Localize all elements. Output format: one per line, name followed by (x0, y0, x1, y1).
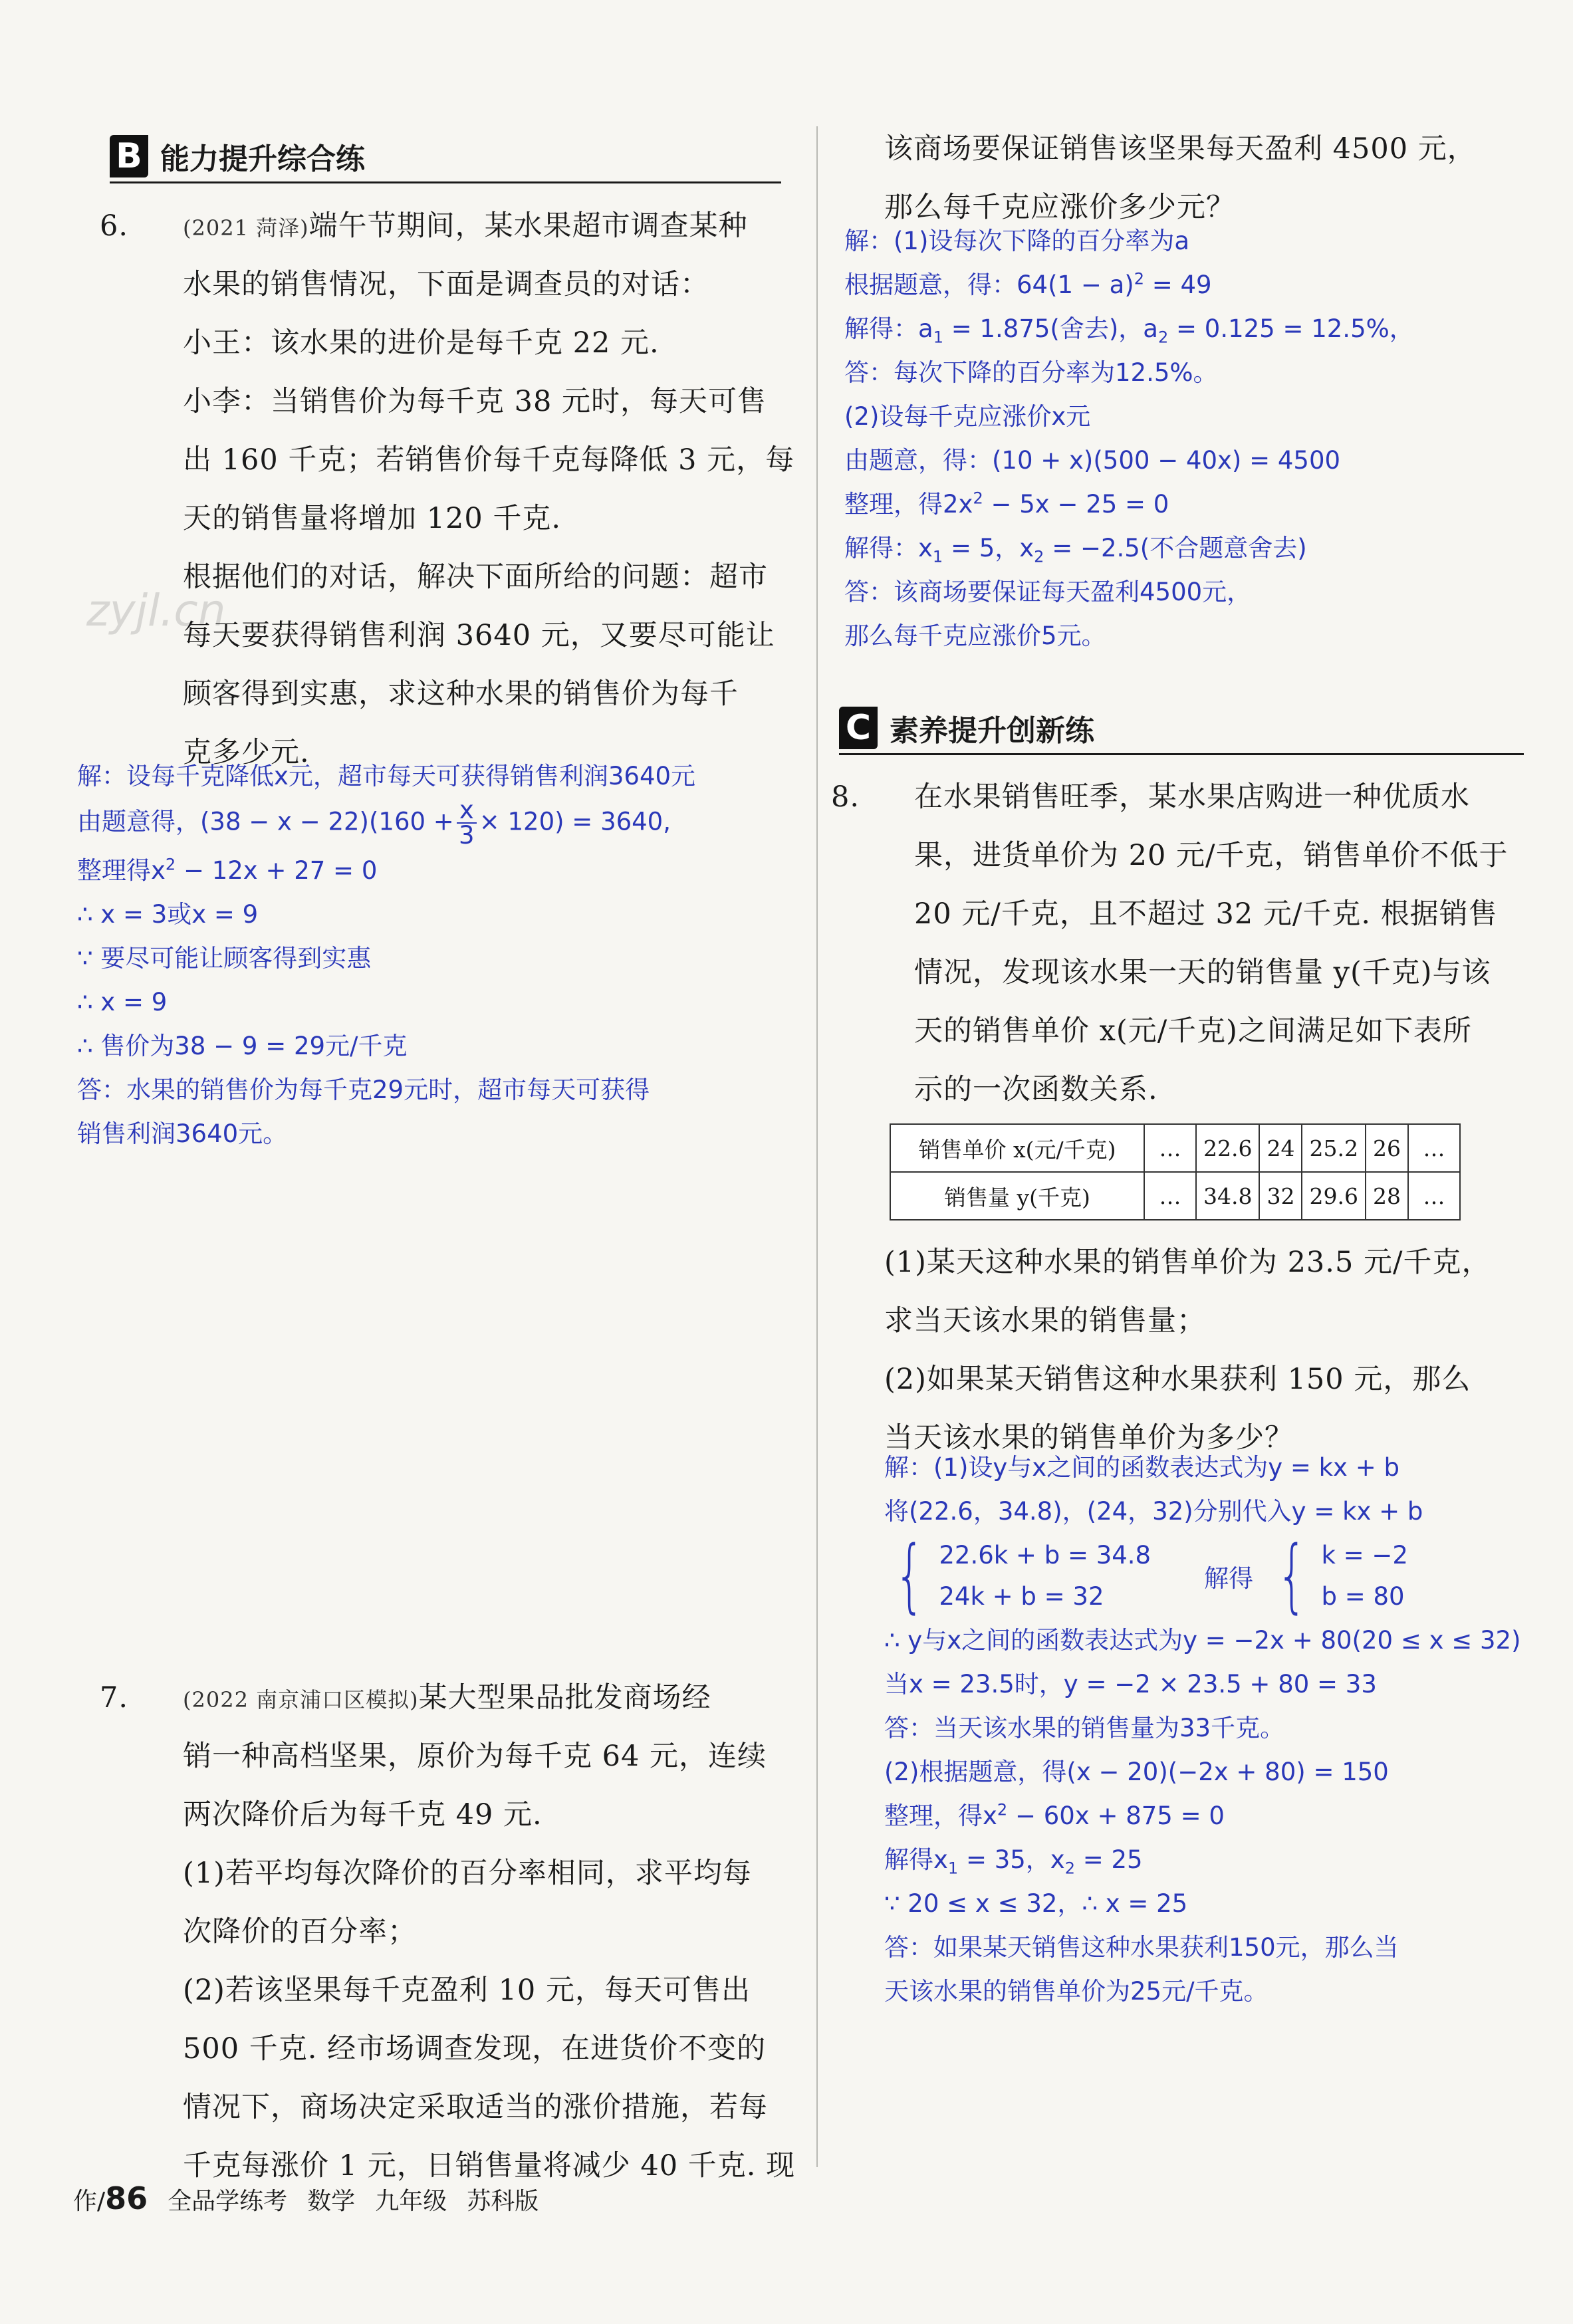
solution-line: 答：如果某天销售这种水果获利150元，那么当 (884, 1933, 1399, 1962)
solution-line: 那么每千克应涨价5元。 (844, 622, 1106, 650)
problem-7-line: 两次降价后为每千克 49 元. (183, 1798, 543, 1831)
problem-6-source: (2021 菏泽) (183, 215, 309, 241)
problem-6 (100, 197, 818, 782)
problem-8-number: 8. (831, 780, 860, 814)
problem-7-number: 7. (100, 1681, 129, 1714)
problem-7-line: (1)若平均每次降价的百分率相同，求平均每 (183, 1857, 752, 1890)
solution-line: 答：该商场要保证每天盈利4500元， (844, 578, 1252, 606)
table-cell: 28 (1366, 1172, 1408, 1220)
table-cell: 22.6 (1196, 1124, 1259, 1172)
problem-7-line: 千克每涨价 1 元，日销售量将减少 40 千克. 现 (183, 2149, 796, 2182)
solution-8: 解：(1)设y与x之间的函数表达式为y = kx + b 将(22.6，34.8)，(24，32)分别代入y = kx + b { 22.6k + b = 34.8 24k + b = 32 解得 { k = −2 b = 80 ∴ y与x之间的函数表达式为y = −2x + 80(20 ≤ x ≤ 32) 当x = 23.5时，y = −2 × 23.5 + 80 = 33 答：当天该水果的销售量为33千克。 (2)根据题意，得(x − 20)(−2x + 80) = 150 整理，得$x^2 - 60x + 875 = 0$ 解得$x_1 = 35$，$x_2 = 25$ ∵ 20 ≤ x ≤ 32，∴ x = 25 答：如果某天销售这种水果获利150元，那么当 天该水果的销售单价为25元/千克。 (884, 1446, 1521, 2014)
fraction: $\frac{x}{3}$ (457, 798, 477, 848)
table-cell: … (1408, 1172, 1460, 1220)
problem-6-line: 端午节期间，某水果超市调查某种 (308, 209, 748, 243)
solution-line: 解：(1)设y与x之间的函数表达式为y = kx + b (884, 1453, 1399, 1482)
brace-icon: { (894, 1530, 925, 1622)
problem-7-line: 情况下，商场决定采取适当的涨价措施，若每 (183, 2091, 768, 2124)
solution-line: 解得 (1204, 1564, 1254, 1593)
solution-line: 解得：a (844, 314, 933, 343)
solution-line: b = 80 (1321, 1582, 1405, 1611)
solution-line: (2)根据题意，得(x − 20)(−2x + 80) = 150 (884, 1758, 1389, 1786)
problem-6-line: 克多少元. (183, 736, 310, 769)
solution-line: 将(22.6，34.8)，(24，32)分别代入y = kx + b (884, 1497, 1423, 1526)
solution-line: 解：(1)设每次下降的百分率为a (844, 227, 1190, 255)
problem-7-line: 销一种高档坚果，原价为每千克 64 元，连续 (183, 1740, 767, 1773)
problem-6-line: 小李：当销售价为每千克 38 元时，每天可售 (183, 385, 767, 418)
sales-table (890, 1123, 1461, 1220)
section-b-title: 能力提升综合练 (160, 142, 365, 176)
watermark: zyjl.cn (86, 585, 226, 636)
table-cell: … (1144, 1172, 1196, 1220)
problem-7 (100, 1669, 818, 2195)
problem-8-line: 20 元/千克，且不超过 32 元/千克. 根据销售 (914, 897, 1498, 931)
problem-8-question-line: (1)某天这种水果的销售单价为 23.5 元/千克， (884, 1246, 1491, 1279)
problem-7-cont-line: 那么每千克应涨价多少元？ (884, 191, 1235, 224)
problem-7-line: (2)若该坚果每千克盈利 10 元，每天可售出 (183, 1974, 751, 2007)
section-c-header (839, 698, 1537, 758)
page-number: 86 (105, 2180, 148, 2216)
problem-7-line: 500 千克. 经市场调查发现，在进货价不变的 (183, 2032, 767, 2065)
section-c-underline (839, 753, 1524, 755)
section-b-badge: B (110, 135, 148, 177)
problem-6-line: 小王：该水果的进价是每千克 22 元. (183, 326, 660, 360)
table-cell: 24 (1259, 1124, 1302, 1172)
solution-line: k = −2 (1321, 1541, 1408, 1569)
solution-line: 答：水果的销售价为每千克29元时，超市每天可获得 (77, 1076, 650, 1104)
table-cell: 25.2 (1302, 1124, 1365, 1172)
book-title: 全品学练考 (168, 2188, 288, 2215)
section-c-badge: C (839, 707, 878, 749)
solution-line: ∵ 20 ≤ x ≤ 32，∴ x = 25 (884, 1889, 1188, 1918)
solution-line: ∴ 售价为38 − 9 = 29元/千克 (77, 1032, 408, 1060)
table-cell: 32 (1259, 1172, 1302, 1220)
problem-6-line: 出 160 千克；若销售价每千克每降低 3 元，每 (183, 443, 795, 477)
problem-8-question-line: (2)如果某天销售这种水果获利 150 元，那么 (884, 1363, 1471, 1396)
solution-line: 整理得x (77, 856, 166, 885)
solution-line: 当x = 23.5时，y = −2 × 23.5 + 80 = 33 (884, 1670, 1377, 1698)
solution-line: 整理，得x (884, 1801, 997, 1830)
solution-line: 根据题意，得：64(1 − a) (844, 271, 1134, 299)
table-cell: 销售单价 x(元/千克) (890, 1124, 1144, 1172)
solution-line: 天该水果的销售单价为25元/千克。 (884, 1977, 1269, 2006)
problem-8-questions (884, 1233, 1562, 1467)
problem-7-source: (2022 南京浦口区模拟) (183, 1687, 419, 1712)
solution-line: 解得x (884, 1845, 948, 1874)
solution-line: ∵ 要尽可能让顾客得到实惠 (77, 944, 372, 973)
problem-8-line: 情况，发现该水果一天的销售量 y(千克)与该 (914, 956, 1491, 989)
solution-line: 24k + b = 32 (939, 1582, 1104, 1611)
solution-line: 整理，得2x (844, 490, 973, 519)
solution-line: 答：每次下降的百分率为12.5%。 (844, 358, 1218, 387)
footer-prefix: 作/ (73, 2188, 106, 2215)
problem-6-line: 根据他们的对话，解决下面所给的问题：超市 (183, 560, 768, 594)
problem-6-line: 每天要获得销售利润 3640 元，又要尽可能让 (183, 619, 775, 652)
section-b-header (110, 126, 814, 186)
table-cell: 26 (1366, 1124, 1408, 1172)
table-cell: 34.8 (1196, 1172, 1259, 1220)
solution-line: 22.6k + b = 34.8 (939, 1541, 1151, 1569)
solution-line: ∴ y与x之间的函数表达式为y = −2x + 80(20 ≤ x ≤ 32) (884, 1626, 1521, 1655)
problem-8-question-line: 当天该水果的销售单价为多少？ (884, 1421, 1294, 1454)
solution-line: 销售利润3640元。 (77, 1119, 288, 1148)
solution-line: ∴ x = 3或x = 9 (77, 900, 259, 929)
table-row (890, 1124, 1460, 1172)
solution-line: 解：设每千克降低x元，超市每天可获得销售利润3640元 (77, 762, 696, 790)
problem-6-line: 天的销售量将增加 120 千克. (183, 502, 562, 535)
brace-icon: { (1276, 1530, 1308, 1622)
problem-7-line: 某大型果品批发商场经 (418, 1681, 711, 1714)
solution-line: 解得：x (844, 534, 933, 562)
solution-line: 由题意，得：(10 + x)(500 − 40x) = 4500 (844, 446, 1341, 475)
edition: 苏科版 (467, 2188, 539, 2215)
problem-8-line: 示的一次函数关系. (914, 1073, 1158, 1106)
solution-6: 解：设每千克降低x元，超市每天可获得销售利润3640元 由题意得，(38 − x − 22)(160 + $\frac{x}{3}$ × 120) = 3640, 整理得$x^2 - 12x + 27 = 0$ ∴ x = 3或x = 9 ∵ 要尽可能让顾客得到实惠 ∴ x = 9 ∴ 售价为38 − 9 = 29元/千克 答：水果的销售价为每千克29元时，超市每天可获得 销售利润3640元。 (77, 755, 695, 1156)
solution-line: 由题意得，(38 − x − 22)(160 + (77, 807, 454, 836)
problem-8-line: 天的销售单价 x(元/千克)之间满足如下表所 (914, 1014, 1472, 1048)
table-row (890, 1172, 1460, 1220)
table-cell: … (1144, 1124, 1196, 1172)
table-cell: 29.6 (1302, 1172, 1365, 1220)
solution-7: 解：(1)设每次下降的百分率为a 根据题意，得：$64(1 - a)^2 = 49$ 解得：$a_1 = 1.875$(舍去)，$a_2 = 0.125 = 12.5\%$， 答：每次下降的百分率为12.5%。 (2)设每千克应涨价x元 由题意，得：(10 + x)(500 − 40x) = 4500 整理，得$2x^2 - 5x - 25 = 0$ 解得：$x_1 = 5$，$x_2 = -2.5$(不合题意舍去) 答：该商场要保证每天盈利4500元， 那么每千克应涨价5元。 (844, 219, 1414, 658)
solution-line: (2)设每千克应涨价x元 (844, 402, 1091, 431)
page-footer (73, 2180, 539, 2216)
solution-line: ∴ x = 9 (77, 988, 168, 1016)
section-c-title: 素养提升创新练 (890, 714, 1094, 748)
problem-7-cont-line: 该商场要保证销售该坚果每天盈利 4500 元， (884, 132, 1477, 166)
problem-7-line: 次降价的百分率； (183, 1915, 417, 1948)
table-cell: … (1408, 1124, 1460, 1172)
section-b-underline (110, 181, 781, 183)
problem-8-line: 果，进货单价为 20 元/千克，销售单价不低于 (914, 839, 1509, 872)
problem-6-number: 6. (100, 209, 129, 243)
table-cell: 销售量 y(千克) (890, 1172, 1144, 1220)
subject: 数学 (307, 2188, 356, 2215)
solution-line: 答：当天该水果的销售量为33千克。 (884, 1714, 1285, 1742)
grade: 九年级 (375, 2188, 447, 2215)
solution-line: × 120) = 3640, (479, 807, 671, 836)
problem-6-line: 顾客得到实惠，求这种水果的销售价为每千 (183, 677, 739, 711)
problem-8-line: 在水果销售旺季，某水果店购进一种优质水 (914, 780, 1470, 814)
problem-8 (831, 768, 1562, 1119)
equation-system (884, 1530, 1521, 1622)
problem-6-line: 水果的销售情况，下面是调查员的对话： (183, 268, 709, 301)
problem-8-question-line: 求当天该水果的销售量； (884, 1304, 1206, 1337)
